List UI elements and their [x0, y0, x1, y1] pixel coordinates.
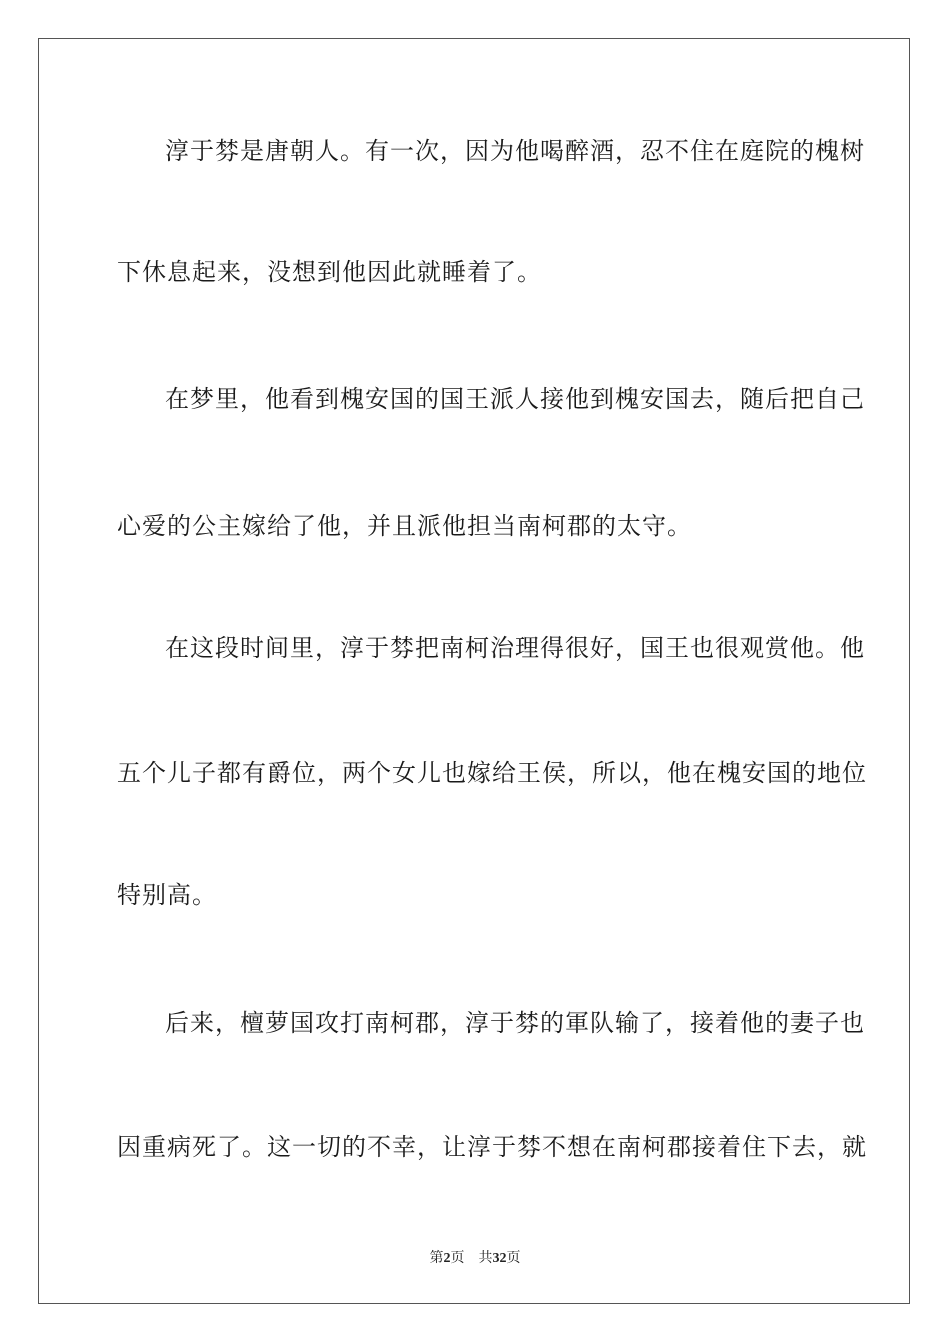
page-prefix: 第	[429, 1251, 444, 1266]
total-pages: 32	[492, 1251, 507, 1266]
paragraph-1-line-2: 下休息起来，没想到他因此就睡着了。	[117, 258, 542, 286]
paragraph-3-line-2: 五个儿子都有爵位，两个女儿也嫁给王侯，所以，他在槐安国的地位	[117, 759, 867, 787]
paragraph-3-line-3: 特别高。	[117, 881, 217, 909]
paragraph-2-line-2: 心爱的公主嫁给了他，并且派他担当南柯郡的太守。	[117, 512, 692, 540]
paragraph-4-line-2: 因重病死了。这一切的不幸，让淳于棼不想在南柯郡接着住下去，就	[117, 1133, 867, 1161]
paragraph-2-line-1: 在梦里，他看到槐安国的国王派人接他到槐安国去，随后把自己	[165, 385, 865, 413]
page-number: 2	[443, 1251, 451, 1266]
paragraph-1-line-1: 淳于棼是唐朝人。有一次，因为他喝醉酒，忍不住在庭院的槐树	[165, 137, 865, 165]
page-frame	[38, 38, 910, 1304]
paragraph-4-line-1: 后来，檀萝国攻打南柯郡，淳于棼的軍队输了，接着他的妻子也	[165, 1009, 865, 1037]
total-suffix: 页	[506, 1251, 521, 1266]
total-prefix: 共	[478, 1251, 493, 1266]
paragraph-3-line-1: 在这段时间里，淳于棼把南柯治理得很好，国王也很观赏他。他	[165, 634, 865, 662]
page-footer	[0, 1247, 950, 1267]
page-suffix: 页	[450, 1251, 465, 1266]
